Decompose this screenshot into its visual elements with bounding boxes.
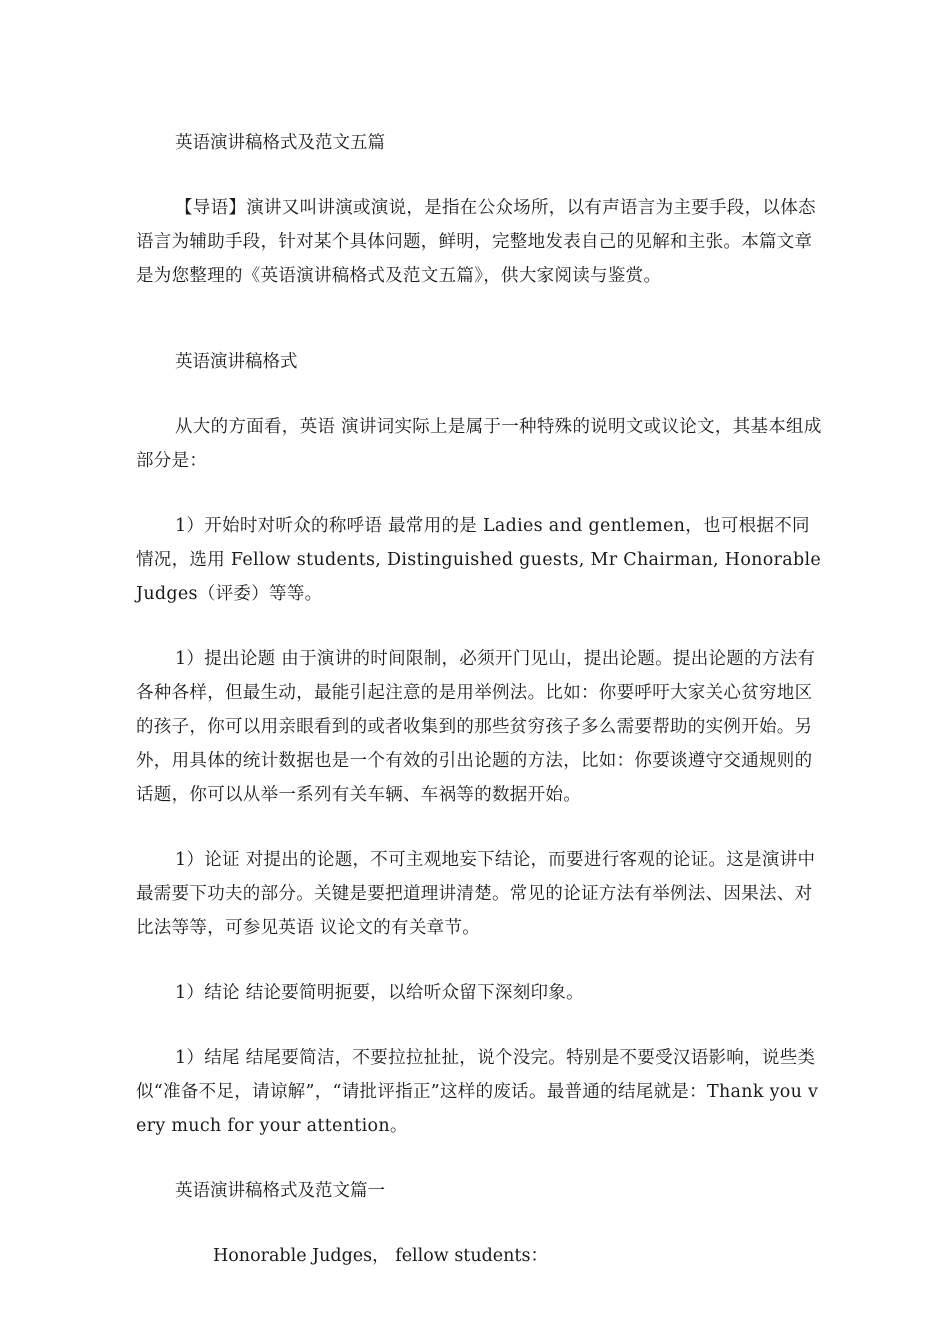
point-paragraph: 1）提出论题 由于演讲的时间限制，必须开门见山，提出论题。提出论题的方法有各种各样，但最生动，最能引起注意的是用举例法。比如：你要呼吁大家关心贫穷地区的孩子，你可以用亲眼看到的或者收集到的那些贫穷孩子多么需要帮助的实例开始。另外，用具体的统计数据也是一个有效的引出论题的方法，比如：你要谈遵守交通规则的话题，你可以从举一系列有关车辆、车祸等的数据开始。 (136, 649, 816, 805)
document-title: 英语演讲稿格式及范文五篇 (175, 133, 385, 153)
overview-paragraph: 从大的方面看，英语 演讲词实际上是属于一种特殊的说明文或议论文，其基本组成部分是： (136, 417, 822, 471)
greeting-line: Honorable Judges， fellow students： (213, 1246, 548, 1266)
point-paragraph: 1）结论 结论要简明扼要，以给听众留下深刻印象。 (175, 983, 584, 1003)
document-page (136, 126, 826, 1273)
point-paragraph: 1）结尾 结尾要简洁，不要拉拉扯扯，说个没完。特别是不要受汉语影响，说些类似“准备不足，请谅解”，“请批评指正”这样的废话。最普通的结尾就是：Thank you very much for your attention。 (136, 1048, 819, 1136)
section-heading-format: 英语演讲稿格式 (175, 352, 298, 372)
point-paragraph: 1）开始时对听众的称呼语 最常用的是 Ladies and gentlemen，也可根据不同情况，选用 Fellow students, Distinguished guests, Mr Chairman, Honorable Judges（评委）等等。 (136, 516, 822, 604)
section-heading-example-one: 英语演讲稿格式及范文篇一 (175, 1181, 385, 1201)
intro-paragraph: 【导语】演讲又叫讲演或演说，是指在公众场所，以有声语言为主要手段，以体态语言为辅助手段，针对某个具体问题，鲜明，完整地发表自己的见解和主张。本篇文章是为您整理的《英语演讲稿格式及范文五篇》，供大家阅读与鉴赏。 (136, 198, 816, 286)
point-paragraph: 1）论证 对提出的论题，不可主观地妄下结论，而要进行客观的论证。这是演讲中最需要下功夫的部分。关键是要把道理讲清楚。常见的论证方法有举例法、因果法、对比法等等，可参见英语 议论文的有关章节。 (136, 850, 816, 938)
